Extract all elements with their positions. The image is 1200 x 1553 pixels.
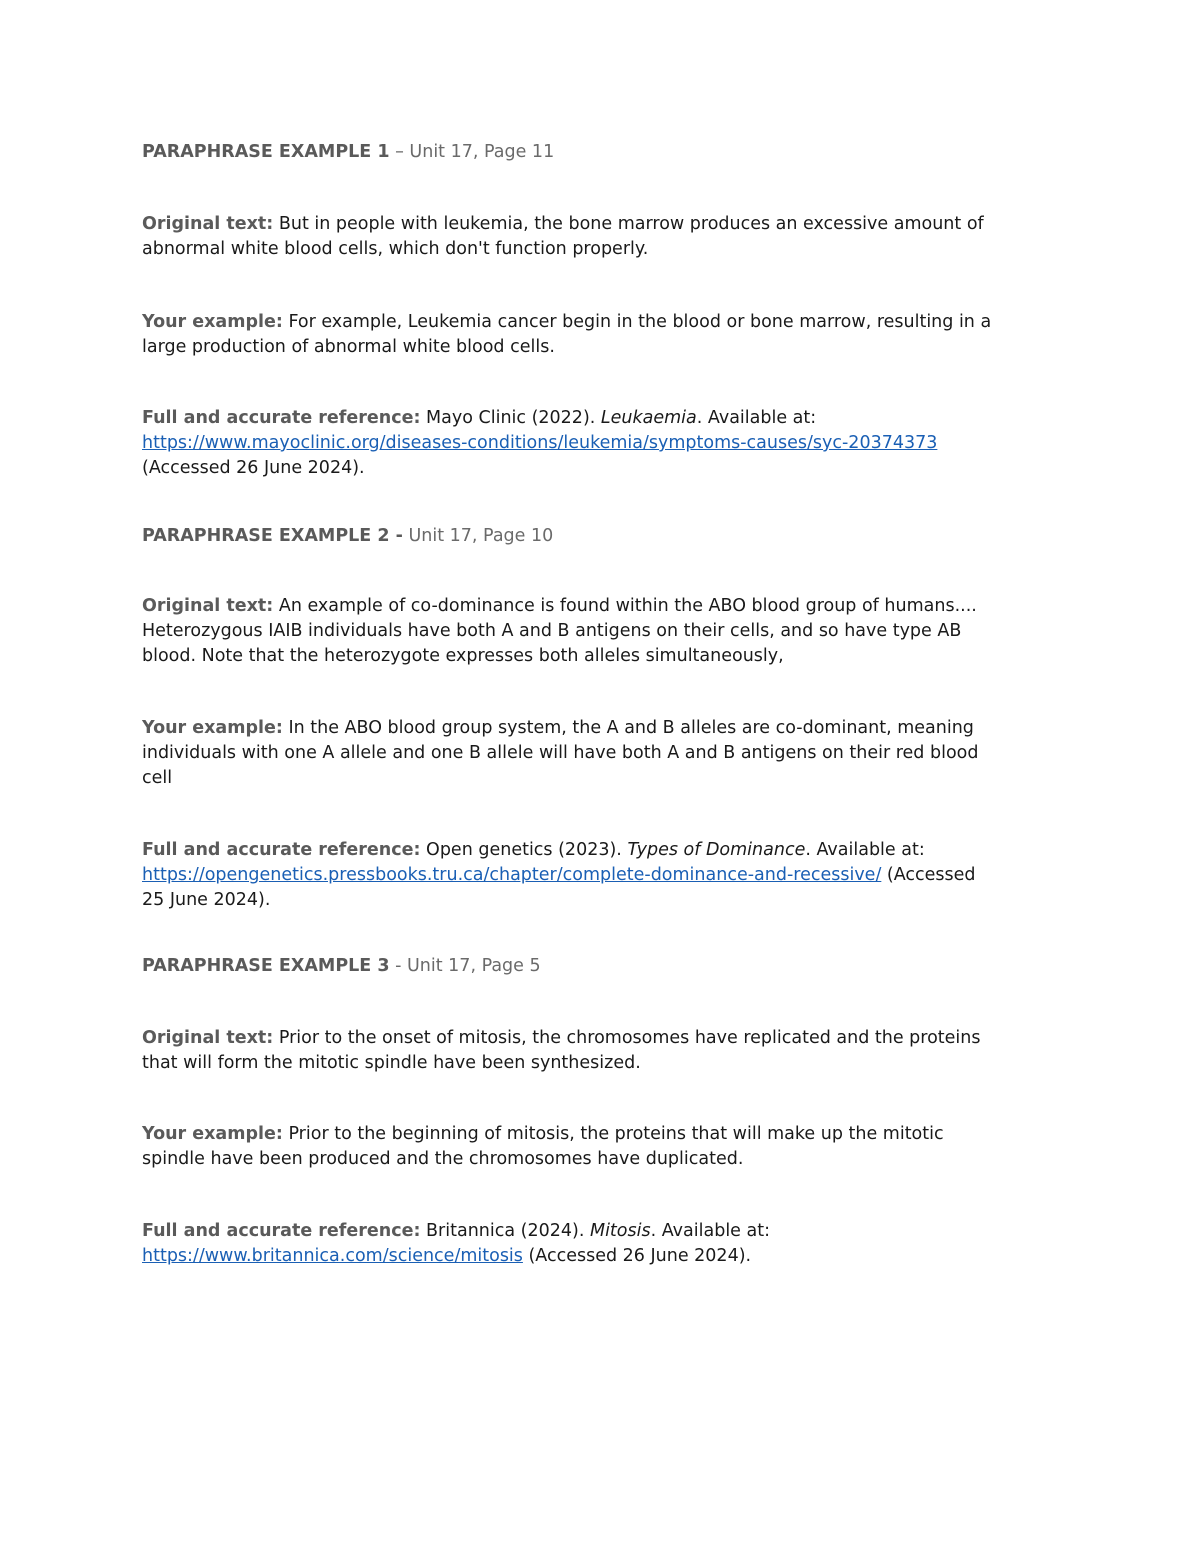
your-example-line: cell: [142, 768, 173, 788]
your-example-block: [142, 716, 978, 791]
original-text-block: [142, 212, 984, 262]
reference-block: [142, 406, 937, 481]
reference-block: [142, 838, 976, 913]
reference-block: [142, 1219, 770, 1269]
unit-page-label: Unit 17, Page 10: [408, 526, 554, 546]
original-text-line: But in people with leukemia, the bone marrow produces an excessive amount of: [273, 214, 984, 234]
your-example-line: In the ABO blood group system, the A and B alleles are co-dominant, meaning: [282, 718, 974, 738]
original-text-line: that will form the mitotic spindle have been synthesized.: [142, 1053, 641, 1073]
reference-label: Full and accurate reference:: [142, 1221, 421, 1241]
example-title: PARAPHRASE EXAMPLE 3: [142, 956, 390, 976]
reference-source: Mayo Clinic (2022).: [420, 408, 601, 428]
reference-accessed: 25 June 2024).: [142, 890, 271, 910]
reference-label: Full and accurate reference:: [142, 408, 421, 428]
original-text-line: An example of co-dominance is found within the ABO blood group of humans....: [273, 596, 977, 616]
paraphrase-example-2: [142, 524, 1062, 910]
reference-accessed: (Accessed 26 June 2024).: [142, 458, 365, 478]
unit-page-label: Unit 17, Page 5: [406, 956, 541, 976]
heading-separator: -: [389, 956, 407, 976]
example-heading: [142, 524, 1062, 549]
reference-available: . Available at:: [696, 408, 817, 428]
original-text-line: abnormal white blood cells, which don't function properly.: [142, 239, 649, 259]
your-example-block: [142, 310, 991, 360]
original-text-line: Prior to the onset of mitosis, the chromosomes have replicated and the proteins: [273, 1028, 981, 1048]
paraphrase-example-1: [142, 140, 1062, 478]
your-example-label: Your example:: [142, 1124, 283, 1144]
example-heading: [142, 954, 1062, 979]
original-text-block: [142, 594, 977, 669]
original-text-label: Original text:: [142, 214, 274, 234]
original-text-label: Original text:: [142, 596, 274, 616]
example-title: PARAPHRASE EXAMPLE 2 -: [142, 526, 403, 546]
original-text-label: Original text:: [142, 1028, 274, 1048]
reference-source: Open genetics (2023).: [420, 840, 628, 860]
heading-separator: –: [389, 142, 410, 162]
your-example-label: Your example:: [142, 312, 283, 332]
reference-link[interactable]: https://www.britannica.com/science/mitosis: [142, 1246, 523, 1266]
reference-link[interactable]: https://www.mayoclinic.org/diseases-conditions/leukemia/symptoms-causes/syc-20374373: [142, 433, 938, 453]
original-text-block: [142, 1026, 981, 1076]
reference-label: Full and accurate reference:: [142, 840, 421, 860]
example-heading: [142, 140, 1062, 165]
reference-available: . Available at:: [805, 840, 925, 860]
reference-source: Britannica (2024).: [420, 1221, 590, 1241]
reference-available: . Available at:: [650, 1221, 770, 1241]
reference-title: Types of Dominance: [627, 840, 806, 860]
unit-page-label: Unit 17, Page 11: [409, 142, 555, 162]
your-example-line: large production of abnormal white blood cells.: [142, 337, 555, 357]
reference-title: Leukaemia: [600, 408, 697, 428]
your-example-line: individuals with one A allele and one B allele will have both A and B antigens on their red blood: [142, 743, 979, 763]
reference-title: Mitosis: [589, 1221, 651, 1241]
your-example-block: [142, 1122, 944, 1172]
your-example-line: Prior to the beginning of mitosis, the proteins that will make up the mitotic: [282, 1124, 944, 1144]
example-title: PARAPHRASE EXAMPLE 1: [142, 142, 390, 162]
original-text-line: blood. Note that the heterozygote expresses both alleles simultaneously,: [142, 646, 784, 666]
reference-accessed: (Accessed: [881, 865, 976, 885]
your-example-label: Your example:: [142, 718, 283, 738]
paraphrase-example-3: [142, 954, 1062, 1266]
reference-accessed: (Accessed 26 June 2024).: [522, 1246, 752, 1266]
your-example-line: For example, Leukemia cancer begin in the blood or bone marrow, resulting in a: [282, 312, 992, 332]
your-example-line: spindle have been produced and the chromosomes have duplicated.: [142, 1149, 744, 1169]
reference-link[interactable]: https://opengenetics.pressbooks.tru.ca/chapter/complete-dominance-and-recessive/: [142, 865, 882, 885]
original-text-line: Heterozygous IAIB individuals have both A and B antigens on their cells, and so have type AB: [142, 621, 962, 641]
